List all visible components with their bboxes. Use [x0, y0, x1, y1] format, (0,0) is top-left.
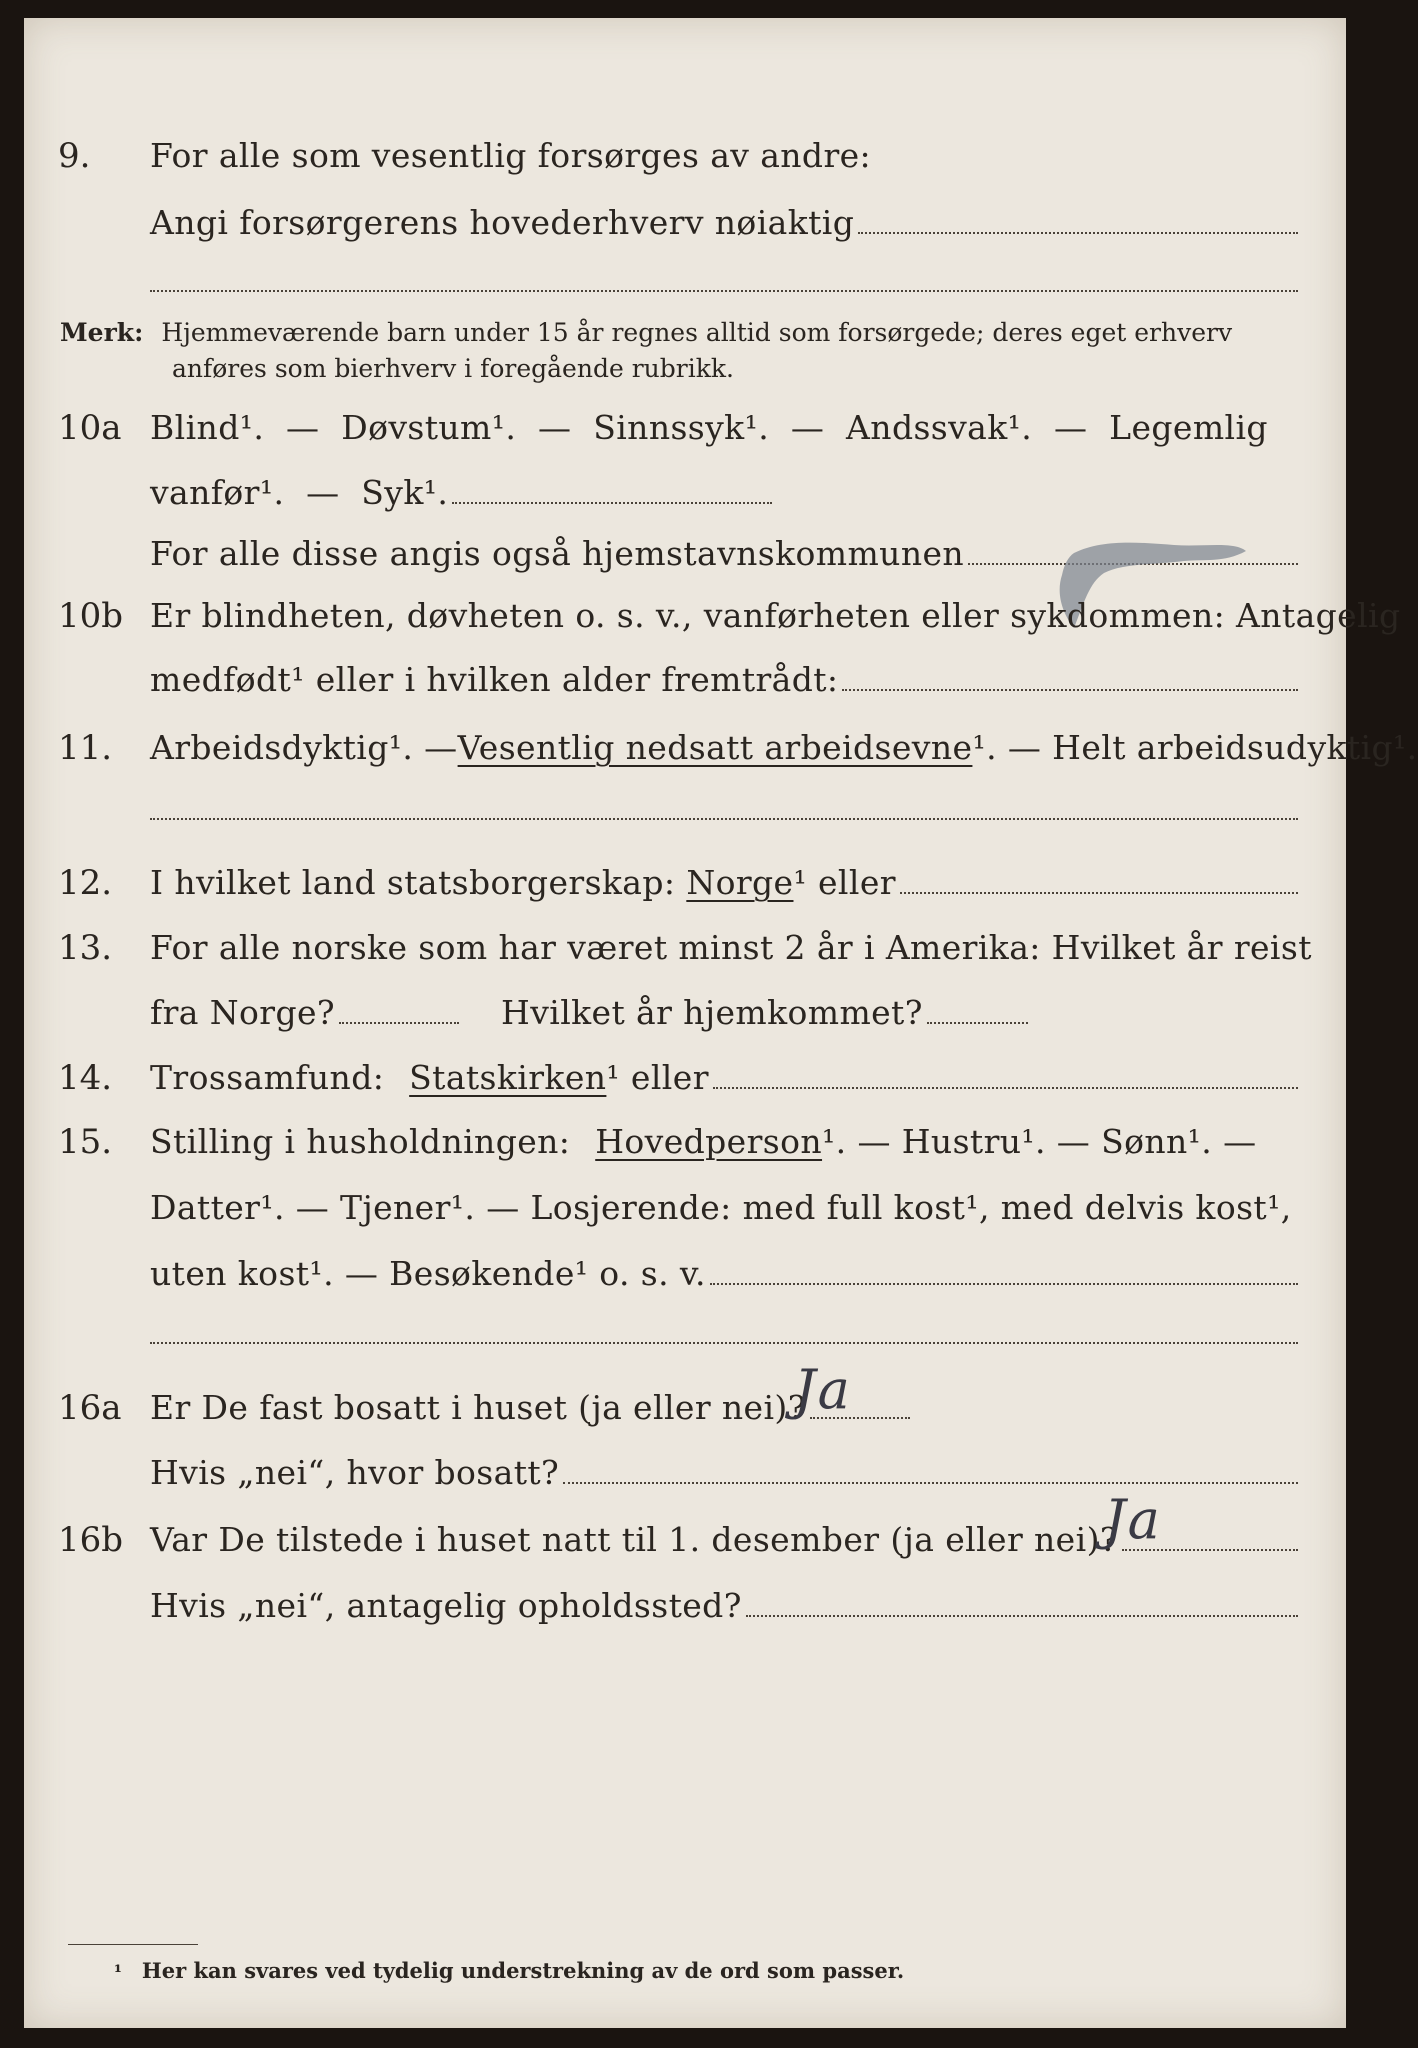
q13-reist-field[interactable] [339, 1022, 459, 1024]
item-number-16b: 16b [58, 1520, 124, 1560]
q14-line: Trossamfund: Statskirken ¹ eller [150, 1058, 1300, 1097]
q9-extra-line[interactable] [150, 290, 1298, 292]
q10a-line1: Blind¹. — Døvstum¹. — Sinnssyk¹. — Andssvak¹. — Legemlig [150, 408, 1268, 447]
q12-answer-field[interactable] [900, 892, 1298, 894]
q16a-line1: Er De fast bosatt i huset (ja eller nei)? [150, 1388, 912, 1427]
item-number-10b: 10b [58, 596, 124, 636]
q10b-line1: Er blindheten, døvheten o. s. v., vanførheten eller sykdommen: Antagelig [150, 596, 1401, 635]
item-number-11: 11. [58, 728, 113, 768]
q10a-answer-field[interactable] [452, 502, 772, 504]
q10a-line2: vanfør¹. — Syk¹. [150, 473, 774, 512]
q13-hjemkommet-field[interactable] [927, 1022, 1028, 1024]
q15-line3: uten kost¹. — Besøkende¹ o. s. v. [150, 1254, 1300, 1293]
q12-line: I hvilket land statsborgerskap: Norge ¹ eller [150, 863, 1300, 902]
q16b-line2: Hvis „nei“, antagelig opholdssted? [150, 1586, 1300, 1625]
item-number-12: 12. [58, 863, 113, 903]
item-number-14: 14. [58, 1058, 113, 1098]
q10a-line3: For alle disse angis også hjemstavnskommunen [150, 534, 1300, 573]
item-number-16a: 16a [58, 1388, 122, 1428]
footnote-divider [68, 1944, 198, 1945]
q12-underlined-answer[interactable]: Norge [686, 863, 794, 902]
item-number-10a: 10a [58, 408, 122, 448]
merk-note-line2: anføres som bierhverv i foregående rubrikk. [172, 354, 734, 383]
q15-line2: Datter¹. — Tjener¹. — Losjerende: med full kost¹, med delvis kost¹, [150, 1188, 1292, 1227]
q14-answer-field[interactable] [713, 1087, 1298, 1089]
q15-line1: Stilling i husholdningen: Hovedperson ¹. — Hustru¹. — Sønn¹. — [150, 1122, 1257, 1161]
q11-underlined-answer[interactable]: Vesentlig nedsatt arbeidsevne [457, 728, 973, 767]
q16b-handwritten-answer: Ja [1104, 1488, 1162, 1551]
q11-line: Arbeidsdyktig¹. — Vesentlig nedsatt arbeidsevne ¹. — Helt arbeidsudyktig¹. [150, 728, 1418, 767]
merk-note: Merk: Hjemmeværende barn under 15 år regnes alltid som forsørgede; deres eget erhverv [60, 318, 1233, 347]
item-number-13: 13. [58, 928, 113, 968]
q11-extra-line[interactable] [150, 818, 1298, 820]
q15-underlined-answer[interactable]: Hovedperson [595, 1122, 823, 1161]
footnote: ¹ Her kan svares ved tydelig understrekning av de ord som passer. [114, 1958, 905, 1983]
q13-line1: For alle norske som har været minst 2 år i Amerika: Hvilket år reist [150, 928, 1312, 967]
q9-line1: For alle som vesentlig forsørges av andre: [150, 136, 872, 175]
q15-extra-line[interactable] [150, 1342, 1298, 1344]
q16a-bosatt-field[interactable] [563, 1482, 1298, 1484]
q15-answer-field[interactable] [710, 1283, 1298, 1285]
item-number-9: 9. [58, 136, 91, 176]
q16a-handwritten-answer: Ja [794, 1358, 852, 1421]
q9-answer-field[interactable] [858, 232, 1298, 234]
q16b-line1: Var De tilstede i huset natt til 1. desember (ja eller nei)? [150, 1520, 1300, 1559]
q16b-opholdssted-field[interactable] [746, 1615, 1298, 1617]
q10b-answer-field[interactable] [842, 689, 1298, 691]
q9-line2: Angi forsørgerens hovederhverv nøiaktig [150, 203, 1300, 242]
q14-underlined-answer[interactable]: Statskirken [409, 1058, 607, 1097]
q16a-line2: Hvis „nei“, hvor bosatt? [150, 1453, 1300, 1492]
q10b-line2: medfødt¹ eller i hvilken alder fremtrådt: [150, 660, 1300, 699]
item-number-15: 15. [58, 1122, 113, 1162]
census-form-page [24, 18, 1418, 2028]
q13-line2: fra Norge? Hvilket år hjemkommet? [150, 993, 1030, 1032]
